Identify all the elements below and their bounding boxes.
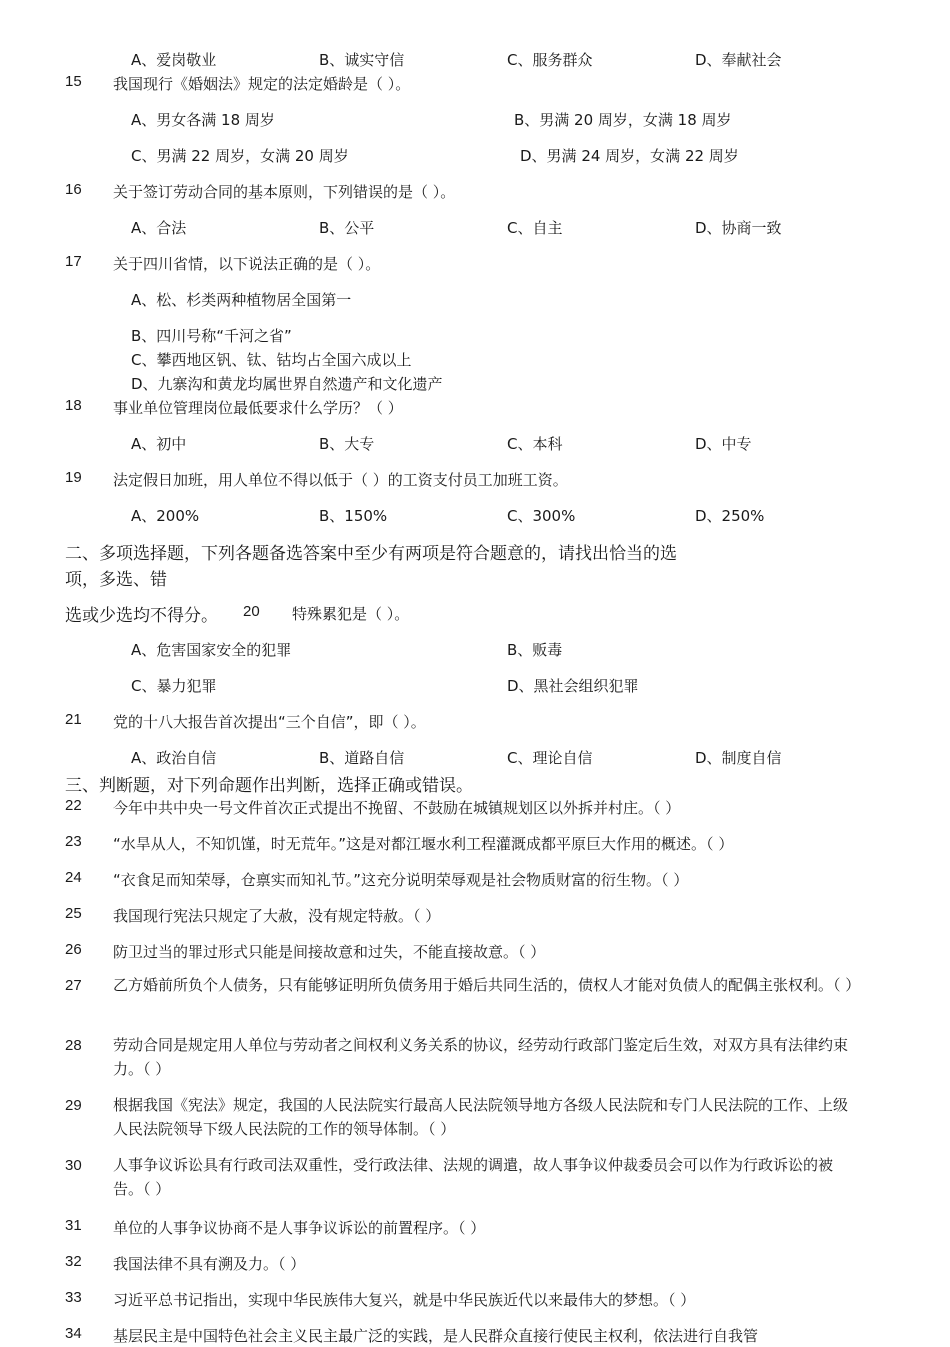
q15-option-c: C、男满 22 周岁，女满 20 周岁 <box>131 147 349 165</box>
q17-option-b: B、四川号称“千河之省” <box>131 327 292 345</box>
q18-option-b: B、大专 <box>319 435 375 453</box>
question-number: 23 <box>65 833 82 850</box>
question-text: 我国现行宪法只规定了大赦，没有规定特赦。（ ） <box>113 907 441 925</box>
question-number: 26 <box>65 941 82 958</box>
q14-option-d: D、奉献社会 <box>695 51 782 69</box>
question-text: “水旱从人，不知饥馑，时无荒年。”这是对都江堰水利工程灌溉成都平原巨大作用的概述。（ ） <box>113 835 734 853</box>
q20-option-d: D、黑社会组织犯罪 <box>507 677 639 695</box>
section-2-heading: 二、多项选择题，下列各题备选答案中至少有两项是符合题意的，请找出恰当的选 <box>65 544 677 564</box>
question-text: 事业单位管理岗位最低要求什么学历？（ ） <box>113 399 403 417</box>
question-text: 习近平总书记指出，实现中华民族伟大复兴，就是中华民族近代以来最伟大的梦想。（ ） <box>113 1291 696 1309</box>
question-text: 乙方婚前所负个人债务，只有能够证明所负债务用于婚后共同生活的，债权人才能对负债人的配偶主张权利。（ ） <box>113 976 861 994</box>
question-number: 29 <box>65 1097 82 1114</box>
section-2-heading-end: 选或少选均不得分。 <box>65 606 218 626</box>
section-3-heading: 三、判断题，对下列命题作出判断，选择正确或错误。 <box>65 776 473 796</box>
question-number: 15 <box>65 73 82 90</box>
q14-option-b: B、诚实守信 <box>319 51 405 69</box>
question-number: 21 <box>65 711 82 728</box>
q18-option-c: C、本科 <box>507 435 563 453</box>
q15-option-d: D、男满 24 周岁，女满 22 周岁 <box>520 147 739 165</box>
question-number: 20 <box>243 603 260 620</box>
question-number: 28 <box>65 1037 82 1054</box>
q20-option-b: B、贩毒 <box>507 641 563 659</box>
q20-option-c: C、暴力犯罪 <box>131 677 217 695</box>
question-text: 基层民主是中国特色社会主义民主最广泛的实践，是人民群众直接行使民主权利，依法进行自我管 <box>113 1327 759 1345</box>
question-text: 关于签订劳动合同的基本原则，下列错误的是（ ）。 <box>113 183 456 201</box>
q17-option-c: C、攀西地区钒、钛、钴均占全国六成以上 <box>131 351 412 369</box>
question-number: 34 <box>65 1325 82 1342</box>
question-text: 我国法律不具有溯及力。（ ） <box>113 1255 306 1273</box>
q14-option-a: A、爱岗敬业 <box>131 51 217 69</box>
question-text: 单位的人事争议协商不是人事争议诉讼的前置程序。（ ） <box>113 1219 486 1237</box>
question-number: 16 <box>65 181 82 198</box>
section-2-heading-cont: 项，多选、错 <box>65 570 167 590</box>
q21-option-a: A、政治自信 <box>131 749 217 767</box>
q16-option-a: A、合法 <box>131 219 187 237</box>
question-text: 我国现行《婚姻法》规定的法定婚龄是（ ）。 <box>113 75 411 93</box>
q18-option-d: D、中专 <box>695 435 752 453</box>
question-text: 劳动合同是规定用人单位与劳动者之间权利义务关系的协议，经劳动行政部门鉴定后生效，对双方具有法律约束力。（ ） <box>113 1036 849 1078</box>
question-number: 19 <box>65 469 82 486</box>
question-number: 31 <box>65 1217 82 1234</box>
question-text: 今年中共中央一号文件首次正式提出不挽留、不鼓励在城镇规划区以外拆并村庄。（ ） <box>113 799 681 817</box>
q16-option-b: B、公平 <box>319 219 375 237</box>
question-text: 防卫过当的罪过形式只能是间接故意和过失，不能直接故意。（ ） <box>113 943 546 961</box>
q19-option-d: D、250% <box>695 507 765 525</box>
q19-option-a: A、200% <box>131 507 200 525</box>
q21-option-b: B、道路自信 <box>319 749 405 767</box>
question-number: 17 <box>65 253 82 270</box>
question-number: 27 <box>65 977 82 994</box>
q18-option-a: A、初中 <box>131 435 187 453</box>
q20-option-a: A、危害国家安全的犯罪 <box>131 641 292 659</box>
q16-option-d: D、协商一致 <box>695 219 782 237</box>
question-text: “衣食足而知荣辱，仓禀实而知礼节。”这充分说明荣辱观是社会物质财富的衍生物。（ ） <box>113 871 689 889</box>
question-number: 30 <box>65 1157 82 1174</box>
q19-option-c: C、300% <box>507 507 576 525</box>
q21-option-d: D、制度自信 <box>695 749 782 767</box>
question-text: 特殊累犯是（ ）。 <box>292 605 410 623</box>
q14-option-c: C、服务群众 <box>507 51 593 69</box>
question-number: 18 <box>65 397 82 414</box>
question-text: 人事争议诉讼具有行政司法双重性，受行政法律、法规的调遣，故人事争议仲裁委员会可以作为行政诉讼的被告。（ ） <box>113 1156 834 1198</box>
q17-option-a: A、松、杉类两种植物居全国第一 <box>131 291 352 309</box>
q19-option-b: B、150% <box>319 507 388 525</box>
question-number: 24 <box>65 869 82 886</box>
question-number: 25 <box>65 905 82 922</box>
q15-option-a: A、男女各满 18 周岁 <box>131 111 275 129</box>
question-text: 法定假日加班，用人单位不得以低于（ ）的工资支付员工加班工资。 <box>113 471 568 489</box>
question-number: 32 <box>65 1253 82 1270</box>
q17-option-d: D、九寨沟和黄龙均属世界自然遗产和文化遗产 <box>131 375 443 393</box>
question-text: 根据我国《宪法》规定，我国的人民法院实行最高人民法院领导地方各级人民法院和专门人民法院的工作、上级人民法院领导下级人民法院的工作的领导体制。（ ） <box>113 1096 849 1138</box>
question-text: 关于四川省情，以下说法正确的是（ ）。 <box>113 255 381 273</box>
q21-option-c: C、理论自信 <box>507 749 593 767</box>
question-number: 33 <box>65 1289 82 1306</box>
q15-option-b: B、男满 20 周岁，女满 18 周岁 <box>514 111 732 129</box>
question-number: 22 <box>65 797 82 814</box>
q16-option-c: C、自主 <box>507 219 563 237</box>
question-text: 党的十八大报告首次提出“三个自信”，即（ ）。 <box>113 713 426 731</box>
